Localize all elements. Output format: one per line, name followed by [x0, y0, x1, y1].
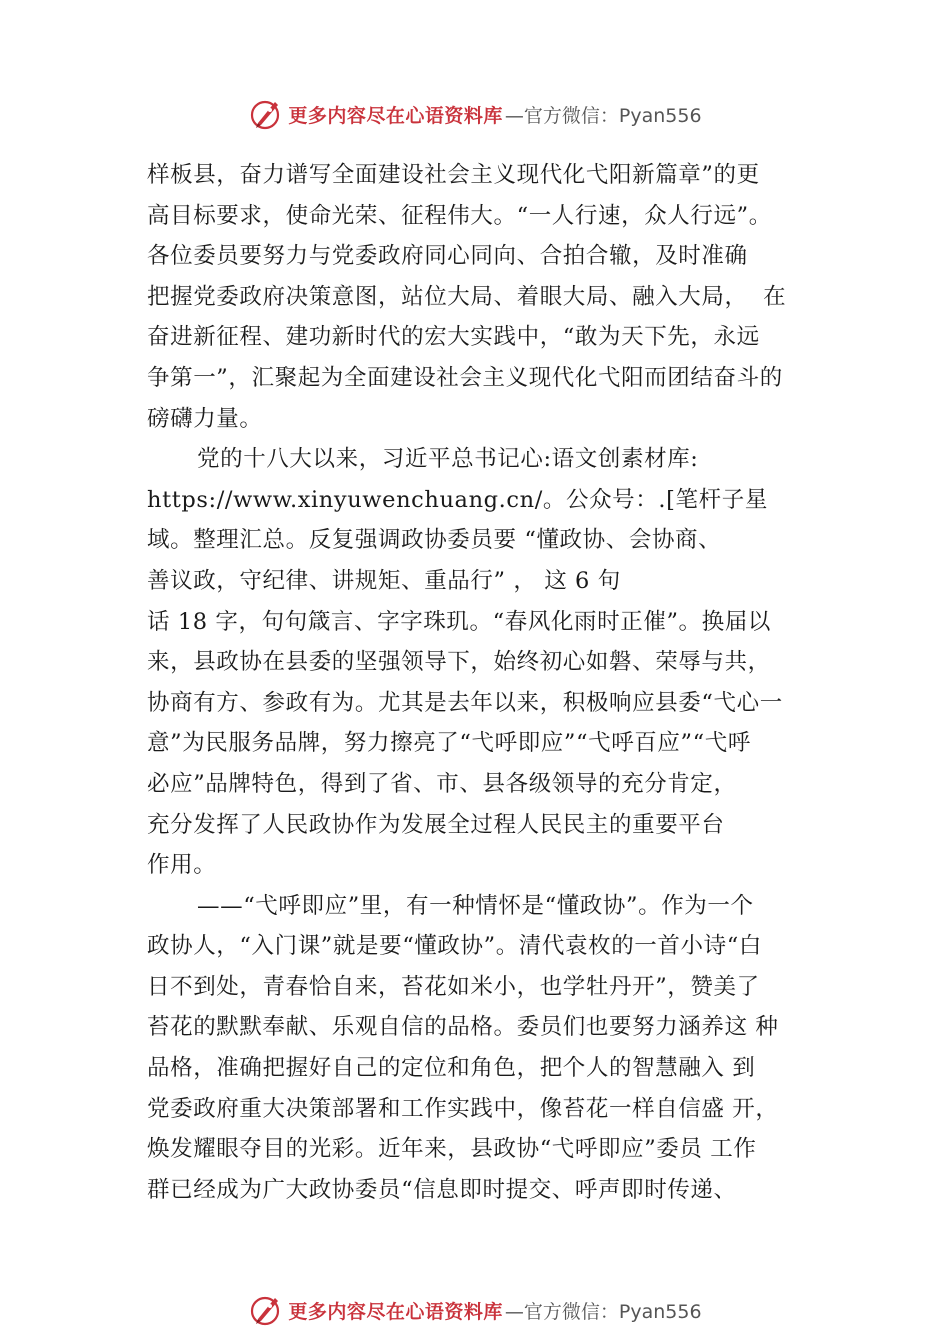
header-contact-text: —官方微信：Pyan556 — [504, 104, 702, 127]
pen-quill-logo-icon — [248, 1292, 284, 1328]
text-line: 充分发挥了人民政协作为发展全过程人民民主的重要平台 — [147, 811, 725, 838]
text-line: 协商有方、参政有为。尤其是去年以来，积极响应县委“弋心一 — [147, 689, 783, 716]
text-line: 磅礴力量。 — [147, 405, 263, 432]
text-line: 样板县，奋力谱写全面建设社会主义现代化弋阳新篇章”的更 — [147, 162, 760, 188]
pen-quill-logo-icon — [248, 96, 284, 132]
text-line: 域。整理汇总。反复强调政协委员要 “懂政协、会协商、 — [147, 527, 722, 554]
header-brand-text: 更多内容尽在心语资料库 — [288, 104, 503, 127]
footer-banner — [0, 1290, 950, 1330]
text-line: 作用。 — [147, 852, 217, 879]
text-line: https://www.xinyuwenchuang.cn/。公众号：.[笔杆子星 — [147, 486, 768, 513]
text-line: ——“弋呼即应”里，有一种情怀是“懂政协”。作为一个 — [197, 892, 754, 919]
header-banner — [0, 94, 950, 134]
document-body — [147, 155, 837, 1210]
text-line: 来，县政协在县委的坚强领导下，始终初心如磐、荣辱与共， — [147, 649, 771, 676]
text-line: 各位委员要努力与党委政府同心同向、合拍合辙，及时准确 — [147, 243, 748, 270]
footer-brand-text: 更多内容尽在心语资料库 — [288, 1300, 503, 1323]
text-line: 党委政府重大决策部署和工作实践中，像苔花一样自信盛 开， — [147, 1095, 779, 1122]
footer-contact-text: —官方微信：Pyan556 — [504, 1300, 702, 1323]
text-line: 意”为民服务品牌，努力擦亮了“弋呼即应”“弋呼百应”“弋呼 — [147, 730, 751, 757]
text-line: 苔花的默默奉献、乐观自信的品格。委员们也要努力涵养这 种 — [147, 1014, 779, 1041]
text-line: 争第一”，汇聚起为全面建设社会主义现代化弋阳而团结奋斗的 — [147, 364, 783, 391]
text-line: 政协人，“入门课”就是要“懂政协”。清代袁枚的一首小诗“白 — [147, 933, 762, 960]
text-line: 把握党委政府决策意图，站位大局、着眼大局、融入大局， 在 — [147, 283, 787, 310]
text-line: 高目标要求，使命光荣、征程伟大。“一人行速，众人行远”。 — [147, 202, 772, 229]
text-line: 奋进新征程、建功新时代的宏大实践中，“敢为天下先，永远 — [147, 324, 760, 351]
text-line: 日不到处，青春恰自来，苔花如米小，也学牡丹开”，赞美了 — [147, 973, 760, 1000]
text-line: 必应”品牌特色，得到了省、市、县各级领导的充分肯定， — [147, 770, 737, 797]
text-line: 善议政，守纪律、讲规矩、重品行” ， 这 6 句 — [147, 567, 621, 594]
text-line: 话 18 字，句句箴言、字字珠玑。“春风化雨时正催”。换届以 — [147, 608, 771, 635]
text-line: 群已经成为广大政协委员“信息即时提交、呼声即时传递、 — [147, 1176, 737, 1203]
text-line: 党的十八大以来，习近平总书记心:语文创素材库: — [197, 446, 699, 473]
text-line: 品格，准确把握好自己的定位和角色，把个人的智慧融入 到 — [147, 1055, 756, 1082]
text-line: 焕发耀眼夺目的光彩。近年来，县政协“弋呼即应”委员 工作 — [147, 1136, 757, 1163]
